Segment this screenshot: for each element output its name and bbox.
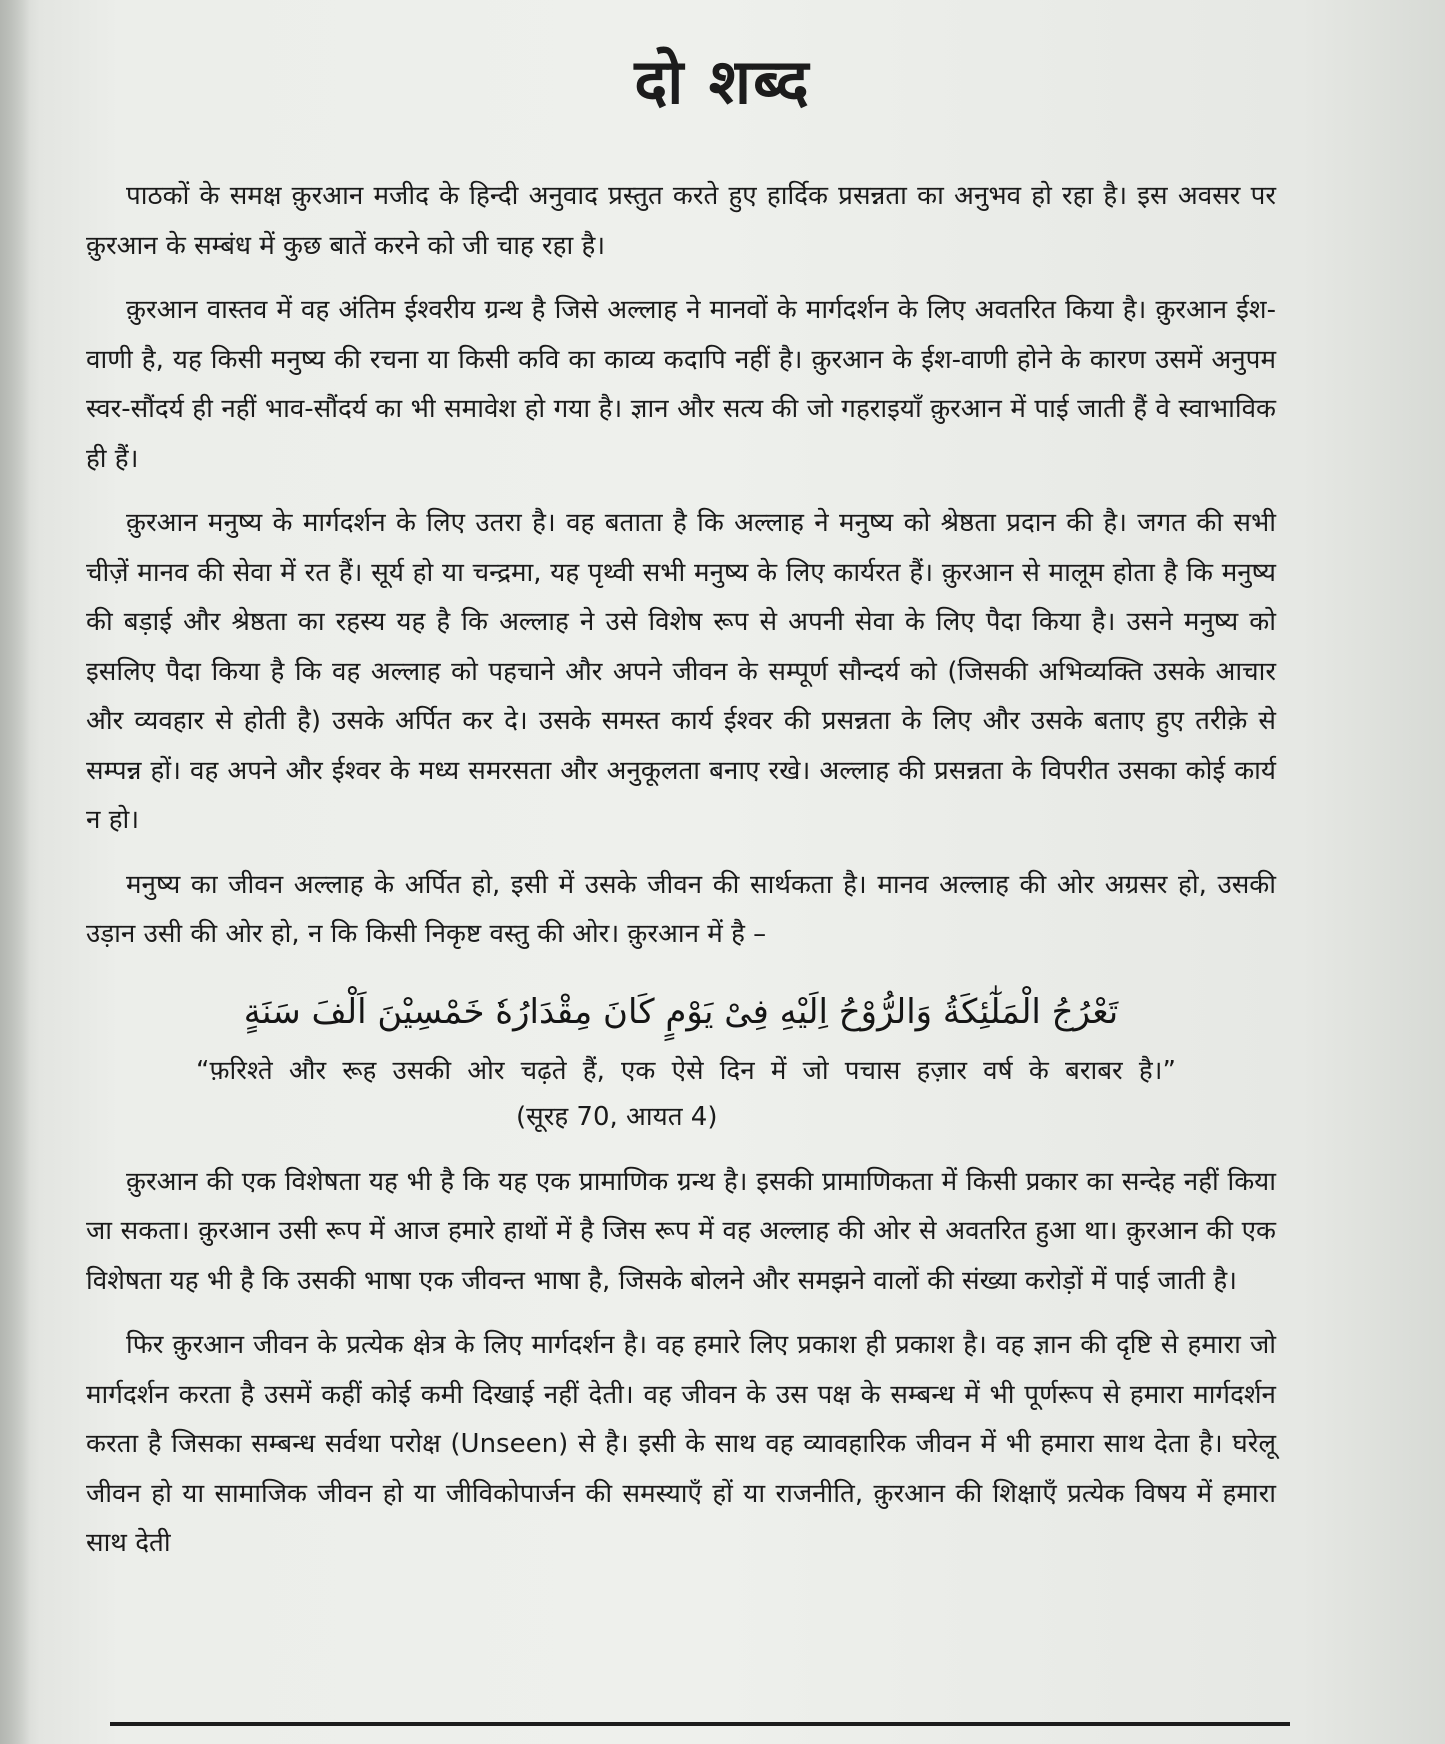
verse-translation [196,1048,1176,1140]
paragraph-every-sphere: फिर क़ुरआन जीवन के प्रत्येक क्षेत्र के लिए मार्गदर्शन है। वह हमारे लिए प्रकाश ही प्रकाश है। वह ज्ञान की दृष्टि से हमारा जो मार्गदर्शन करता है उसमें कहीं कोई कमी दिखाई नहीं देती। वह जीवन के उस पक्ष के सम्बन्ध में भी पूर्णरूप से हमारा मार्गदर्शन करता है जिसका सम्बन्ध सर्वथा परोक्ष (Unseen) से है। इसी के साथ वह व्यावहारिक जीवन में भी हमारा साथ देता है। घरेलू जीवन हो या सामाजिक जीवन हो या जीविकोपार्जन की समस्याएँ हों या राजनीति, क़ुरआन की शिक्षाएँ प्रत्येक विषय में हमारा साथ देती [86,1330,1276,1558]
paragraph-guidance: क़ुरआन मनुष्य के मार्गदर्शन के लिए उतरा है। वह बताता है कि अल्लाह ने मनुष्य को श्रेष्ठता प्रदान की है। जगत की सभी चीज़ें मानव की सेवा में रत हैं। सूर्य हो या चन्द्रमा, यह पृथ्वी सभी मनुष्य के लिए कार्यरत हैं। क़ुरआन से मालूम होता है कि मनुष्य की बड़ाई और श्रेष्ठता का रहस्य यह है कि अल्लाह ने उसे विशेष रूप से अपनी सेवा के लिए पैदा किया है। उसने मनुष्य को इसलिए पैदा किया है कि वह अल्लाह को पहचाने और अपने जीवन के सम्पूर्ण सौन्दर्य को (जिसकी अभिव्यक्ति उसके आचार और व्यवहार से होती है) उसके अर्पित कर दे। उसके समस्त कार्य ईश्वर की प्रसन्नता के लिए और उसके बताए हुए तरीक़े से सम्पन्न हों। वह अपने और ईश्वर के मध्य समरसता और अनुकूलता बनाए रखे। अल्लाह की प्रसन्नता के विपरीत उसका कोई कार्य न हो। [86,508,1276,835]
paragraph-life-devoted: मनुष्य का जीवन अल्लाह के अर्पित हो, इसी में उसके जीवन की सार्थकता है। मानव अल्लाह की ओर अग्रसर हो, उसकी उड़ान उसी की ओर हो, न कि किसी निकृष्ट वस्तु की ओर। क़ुरआन में है – [86,869,1276,949]
verse-translation-text: “फ़रिश्ते और रूह उसकी ओर चढ़ते हैं, एक ऐसे दिन में जो पचास हज़ार वर्ष के बराबर है।” [196,1055,1176,1086]
page-body [86,172,1276,1584]
verse-reference: (सूरह 70, आयत 4) [516,1101,718,1132]
paragraph-authenticity: क़ुरआन की एक विशेषता यह भी है कि यह एक प्रामाणिक ग्रन्थ है। इसकी प्रामाणिकता में किसी प्रकार का सन्देह नहीं किया जा सकता। क़ुरआन उसी रूप में आज हमारे हाथों में है जिस रूप में वह अल्लाह की ओर से अवतरित हुआ था। क़ुरआन की एक विशेषता यह भी है कि उसकी भाषा एक जीवन्त भाषा है, जिसके बोलने और समझने वालों की संख्या करोड़ों में पाई जाती है। [86,1166,1276,1296]
footer-rule [110,1722,1290,1726]
page-title: दो शब्द [634,45,811,118]
arabic-verse: تَعْرُجُ الْمَلٰٓئِكَةُ وَالرُّوْحُ اِلَيْهِ فِىْ يَوْمٍ كَانَ مِقْدَارُهٗ خَمْسِيْنَ اَلْفَ سَنَةٍ [243,991,1119,1032]
paragraph-divine-book: क़ुरआन वास्तव में वह अंतिम ईश्वरीय ग्रन्थ है जिसे अल्लाह ने मानवों के मार्गदर्शन के लिए अवतरित किया है। क़ुरआन ईश-वाणी है, यह किसी मनुष्य की रचना या किसी कवि का काव्य कदापि नहीं है। क़ुरआन के ईश-वाणी होने के कारण उसमें अनुपम स्वर-सौंदर्य ही नहीं भाव-सौंदर्य का भी समावेश हो गया है। ज्ञान और सत्य की जो गहराइयाँ क़ुरआन में पाई जाती हैं वे स्वाभाविक ही हैं। [86,295,1276,474]
book-gutter-shadow [0,0,30,1744]
paragraph-intro: पाठकों के समक्ष क़ुरआन मजीद के हिन्दी अनुवाद प्रस्तुत करते हुए हार्दिक प्रसन्नता का अनुभव हो रहा है। इस अवसर पर क़ुरआन के सम्बंध में कुछ बातें करने को जी चाह रहा है। [86,181,1276,261]
